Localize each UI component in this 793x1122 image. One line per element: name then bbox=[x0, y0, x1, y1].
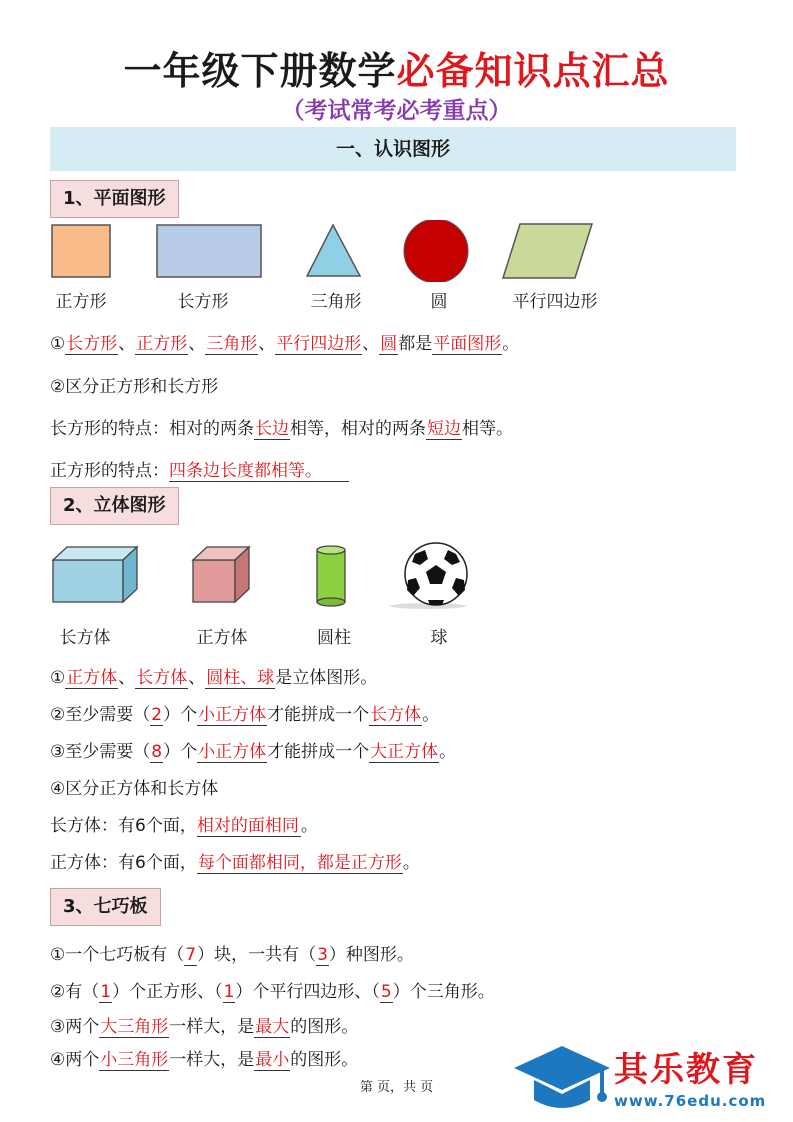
ball-shape bbox=[390, 543, 467, 609]
title-black: 一年级下册数学 bbox=[123, 49, 397, 93]
triangle-shape bbox=[307, 225, 360, 276]
logo-name: 其乐教育 bbox=[614, 1050, 758, 1090]
plane-shapes-figure bbox=[50, 220, 610, 282]
tag-plane-shapes: 1、平面图形 bbox=[50, 180, 179, 218]
cylinder-shape bbox=[317, 546, 345, 606]
tag-tangram: 3、七巧板 bbox=[50, 888, 161, 926]
solid-shapes-figure bbox=[50, 540, 480, 612]
cube-shape bbox=[193, 547, 249, 602]
solid-line-5: 长方体：有6个面，相对的面相同 。 bbox=[50, 811, 318, 837]
plane-line-2: ②区分正方形和长方形 bbox=[50, 377, 219, 397]
label-parallelogram: 平行四边形 bbox=[512, 292, 598, 312]
page-footer: 第 页，共 页 bbox=[359, 1080, 434, 1095]
graduation-cap-icon bbox=[512, 1042, 612, 1114]
tangram-line-1: ①一个七巧板有（7）块，一共有（3）种图形。 bbox=[50, 945, 414, 965]
label-rectangle: 长方形 bbox=[177, 292, 229, 312]
plane-line-1: ①长方形、正方形、三角形、平行四边形、圆都是平面图形。 bbox=[50, 334, 520, 354]
cuboid-shape bbox=[53, 547, 137, 602]
label-triangle: 三角形 bbox=[310, 292, 362, 312]
solid-line-6: 正方体：有6个面，每个面都相同，都是正方形。 bbox=[50, 853, 420, 873]
tangram-line-2: ②有（1）个正方形、（1）个平行四边形、（5）个三角形。 bbox=[50, 982, 495, 1002]
title-red: 必备知识点汇总 bbox=[396, 49, 670, 93]
logo-url: www.76edu.com bbox=[614, 1092, 767, 1110]
solid-line-1: ①正方体、长方体、圆柱、球是立体图形。 bbox=[50, 668, 378, 688]
solid-line-2: ②至少需要（2）个小正方体才能拼成一个长方体。 bbox=[50, 705, 440, 725]
section-heading: 一、认识图形 bbox=[50, 127, 736, 171]
label-circle: 圆 bbox=[430, 292, 448, 312]
tag-solid-shapes: 2、立体图形 bbox=[50, 487, 179, 525]
label-square: 正方形 bbox=[55, 292, 107, 312]
rectangle-shape bbox=[157, 225, 261, 277]
page-subtitle: （考试常考必考重点） bbox=[281, 98, 512, 124]
solid-line-3: ③至少需要（8）个小正方体才能拼成一个大正方体。 bbox=[50, 742, 457, 762]
circle-shape bbox=[404, 220, 468, 282]
label-cube: 正方体 bbox=[196, 628, 248, 648]
parallelogram-shape bbox=[503, 224, 592, 278]
tangram-line-4: ④两个小三角形一样大，是最小的图形。 bbox=[50, 1050, 359, 1070]
solid-line-4: ④区分正方体和长方体 bbox=[50, 779, 219, 799]
label-cylinder: 圆柱 bbox=[317, 628, 351, 648]
page-title bbox=[0, 40, 793, 95]
label-ball: 球 bbox=[430, 628, 448, 648]
plane-line-3: 长方形的特点：相对的两条长边相等，相对的两条短边相等。 bbox=[50, 419, 513, 439]
square-shape bbox=[52, 225, 110, 277]
tangram-line-3: ③两个大三角形一样大，是最大的图形。 bbox=[50, 1017, 359, 1037]
plane-line-4: 正方形的特点：四条边长度都相等。 bbox=[50, 456, 349, 482]
label-cuboid: 长方体 bbox=[59, 628, 111, 648]
